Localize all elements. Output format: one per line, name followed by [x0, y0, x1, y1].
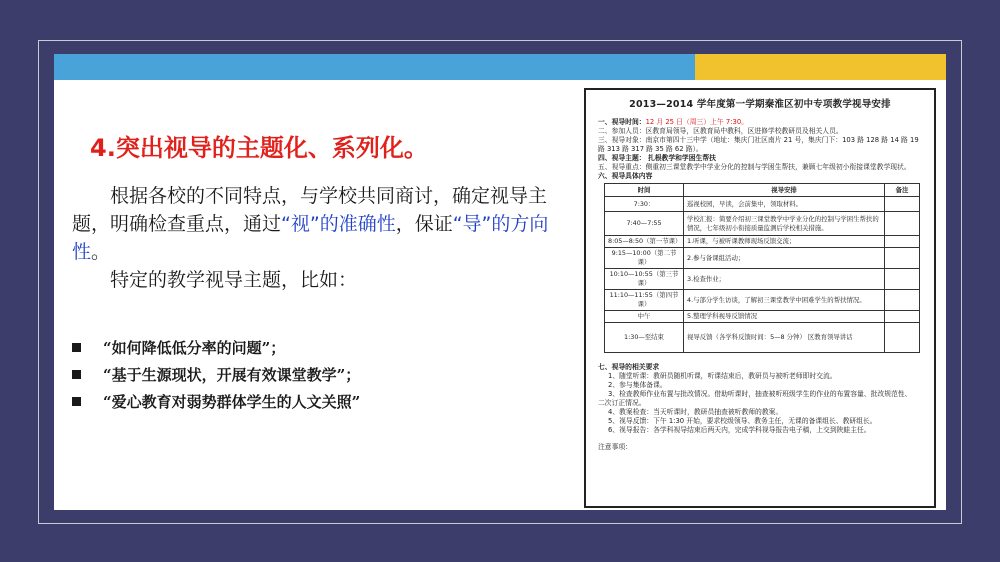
table-cell: 巡视校园，早读，会前集中，领取材料。 [684, 197, 885, 212]
table-row [605, 323, 920, 353]
table-header: 视导安排 [684, 184, 885, 197]
doc-label: 一、视导时间： [598, 118, 646, 126]
doc-line [598, 118, 926, 127]
doc-line: 3、检查教师作业布置与批改情况。借助听课时，抽查被听班级学生的作业的布置容量、批改规范性、 [608, 390, 912, 398]
table-cell [885, 248, 920, 269]
bullet-list [72, 334, 572, 415]
table-header: 备注 [885, 184, 920, 197]
para1-highlight-shi: “视”的准确性 [281, 213, 396, 235]
table-cell: 学校汇报：简要介绍初三课堂教学中学业分化的控制与学困生帮扶的情况，七年级初小衔接质量监测后学校相关措施。 [684, 212, 885, 236]
table-cell: 中午 [605, 311, 684, 323]
table-row [605, 212, 920, 236]
doc-line: 1、随堂听课：教研员随机听课，听课结束后，教研员与被听老师即时交流。 [608, 372, 837, 380]
table-cell: 8:05—8:50（第一节课） [605, 236, 684, 248]
table-row [605, 269, 920, 290]
table-cell [885, 212, 920, 236]
square-bullet-icon [72, 370, 81, 379]
table-row [605, 311, 920, 323]
table-cell [885, 236, 920, 248]
table-cell: 5.整理学科视导反馈情况 [684, 311, 885, 323]
slide-paragraph [72, 182, 574, 294]
table-cell: 7:30： [605, 197, 684, 212]
table-cell [885, 311, 920, 323]
doc-line: 五、视导重点：侧重初三课堂教学中学业分化的控制与学困生帮扶，兼顾七年级初小衔接课堂教学现状。 [598, 163, 911, 171]
table-cell: 1.听课，与被听课教师现场反馈交流； [684, 236, 885, 248]
square-bullet-icon [72, 397, 81, 406]
table-row [605, 197, 920, 212]
table-header: 时间 [605, 184, 684, 197]
doc-line: 七、视导的相关要求 [598, 363, 660, 371]
doc-time: 12 月 25 日（周三）上午 7:30。 [645, 118, 748, 126]
bullet-text: “基于生源现状，开展有效课堂教学”； [103, 366, 361, 384]
bullet-item [72, 388, 572, 415]
document-image [584, 88, 936, 508]
para1-highlight-dao: “导”的方向性 [72, 213, 549, 263]
table-cell: 9:15—10:00（第二节课） [605, 248, 684, 269]
doc-line: 2、参与集体备课。 [608, 381, 667, 389]
bullet-item [72, 361, 572, 388]
doc-line: 6、视导报告：各学科视导结束后两天内，完成学科视导报告电子稿，上交到陕蛙主任。 [608, 426, 871, 434]
para1-text-e: 。 [91, 241, 111, 263]
table-cell [885, 197, 920, 212]
header-bar-blue [54, 54, 695, 80]
bullet-item [72, 334, 572, 361]
table-cell [885, 269, 920, 290]
table-cell [885, 290, 920, 311]
table-cell: 视导反馈（各学科反馈时间：5—8 分钟） 区教育领导讲话 [684, 323, 885, 353]
doc-line: 六、视导具体内容 [598, 172, 653, 180]
schedule-table [604, 183, 920, 353]
bullet-text: “爱心教育对弱势群体学生的人文关照” [103, 393, 361, 411]
table-cell: 11:10—11:55（第四节课） [605, 290, 684, 311]
slide-title: 4.突出视导的主题化、系列化。 [90, 134, 428, 162]
paragraph-1 [72, 182, 574, 266]
bullet-text: “如何降低低分率的问题”； [103, 339, 286, 357]
table-cell: 1:30—至结束 [605, 323, 684, 353]
doc-title: 2013—2014 学年度第一学期秦淮区初中专项教学视导安排 [629, 99, 891, 110]
doc-line: 二、参加人员：区教育局领导，区教育局中教科，区进修学校教研员及相关人员。 [598, 127, 843, 135]
doc-line: 路 313 路 317 路 35 路 62 路）。 [598, 145, 703, 153]
square-bullet-icon [72, 343, 81, 352]
table-row [605, 236, 920, 248]
doc-line: 5、视导反馈：下午 1:30 开始，要求校级领导、教务主任，无课的备课组长、教研组长。 [608, 417, 877, 425]
table-header-row [605, 184, 920, 197]
para1-text-c: ，保证 [395, 213, 453, 235]
table-cell: 10:10—10:55（第三节课） [605, 269, 684, 290]
doc-line: 注意事项： [598, 443, 632, 451]
paragraph-2: 特定的教学视导主题，比如： [110, 269, 358, 291]
doc-line: 二次订正情况。 [598, 399, 646, 407]
table-cell: 4.与部分学生访谈，了解初三课堂教学中困难学生的帮扶情况。 [684, 290, 885, 311]
doc-line: 三、视导对象：南京市第四十三中学（地址：集庆门社区南片 21 号，集庆门下：103 路 128 路 14 路 19 [598, 136, 919, 144]
table-row [605, 290, 920, 311]
slide [54, 54, 946, 510]
table-cell [885, 323, 920, 353]
header-bar-yellow [695, 54, 946, 80]
table-cell: 3.检查作业； [684, 269, 885, 290]
para1-text-a: 根据各校的不同特点，与学校共同商讨，确定视导主题，明确检查重点，通过 [72, 185, 548, 235]
table-cell: 2.参与备课组活动； [684, 248, 885, 269]
doc-body [586, 110, 934, 452]
doc-line: 4、教案检查：当天听课时，教研员抽查被听教师的教案。 [608, 408, 783, 416]
table-row [605, 248, 920, 269]
doc-line: 四、视导主题： 扎根教学和学困生帮扶 [598, 154, 716, 162]
table-cell: 7:40—7:55 [605, 212, 684, 236]
